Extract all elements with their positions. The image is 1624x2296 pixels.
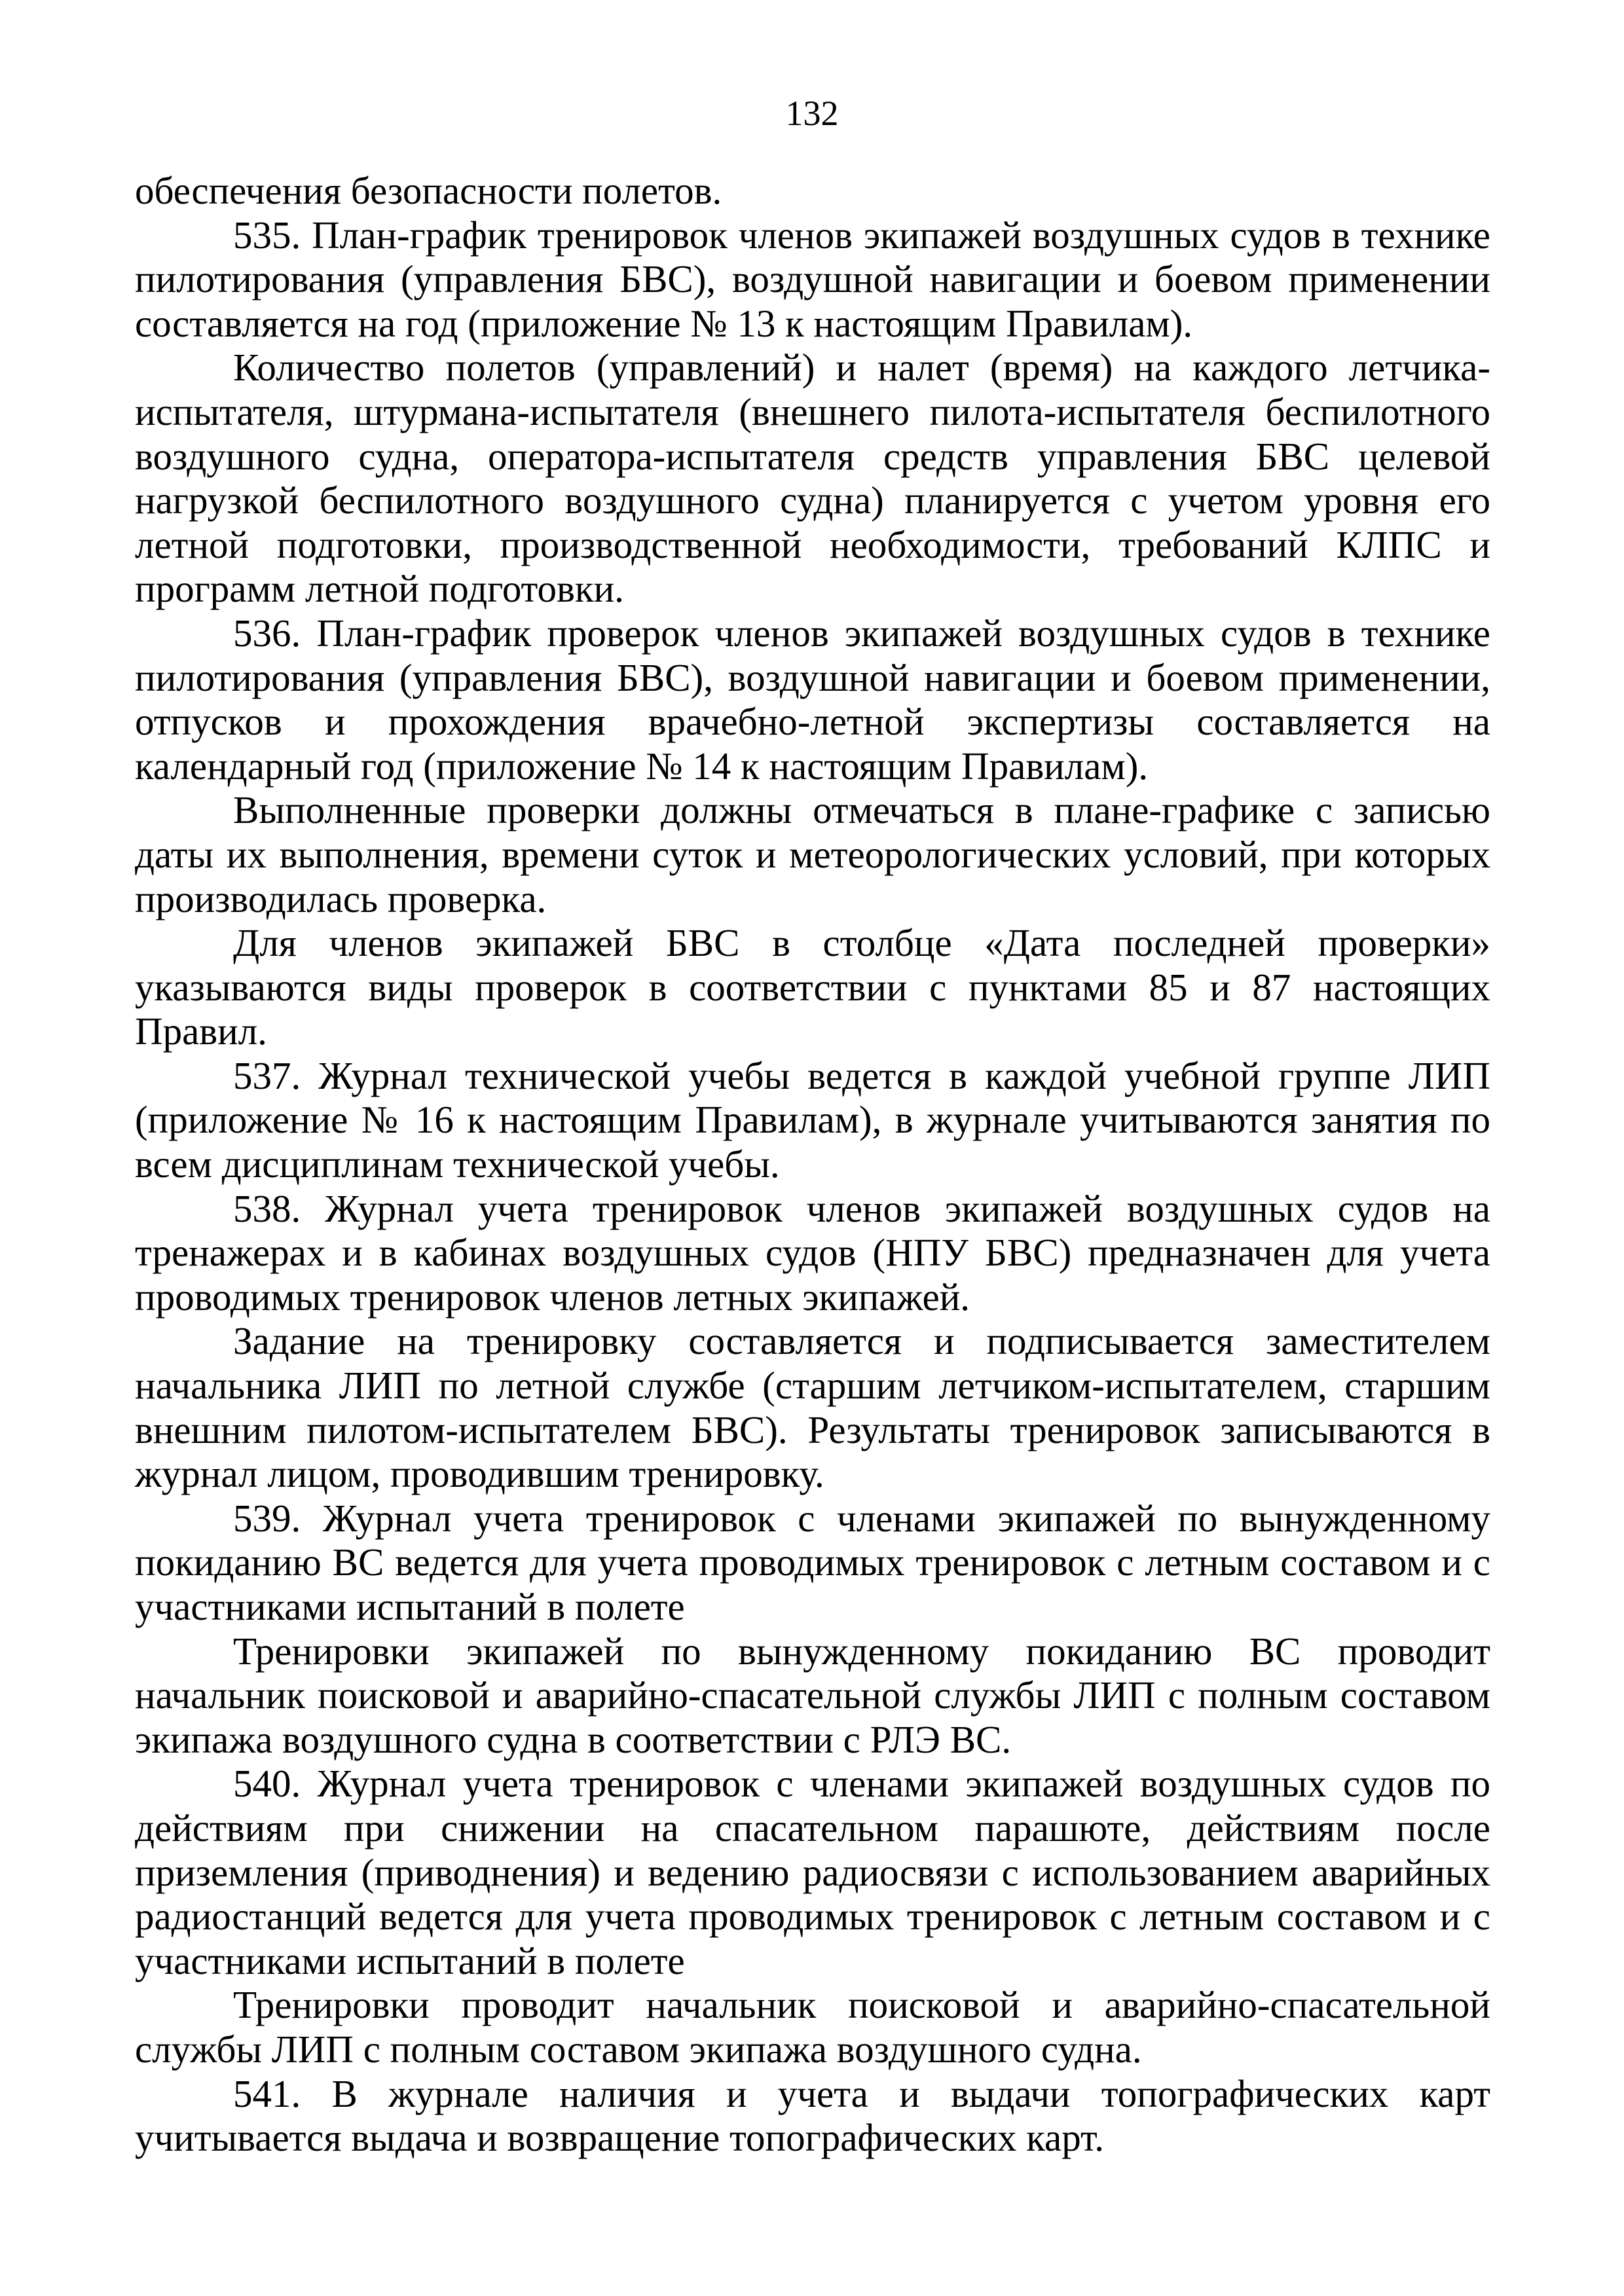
- page-number: 132: [785, 94, 839, 133]
- paragraph: Задание на тренировку составляется и подписывается заместителем начальника ЛИП по летной службе (старшим летчиком-испытателем, старшим внешним пилотом-испытателем БВС). Результаты тренировок записываются в журнал лицом, проводившим тренировку.: [135, 1319, 1490, 1496]
- paragraph: Выполненные проверки должны отмечаться в плане-графике с записью даты их выполнения, времени суток и метеорологических условий, при которых производилась проверка.: [135, 788, 1490, 920]
- paragraph: Тренировки экипажей по вынужденному покиданию ВС проводит начальник поисковой и аварийно-спасательной службы ЛИП с полным составом экипажа воздушного судна в соответствии с РЛЭ ВС.: [135, 1629, 1490, 1761]
- paragraph: Для членов экипажей БВС в столбце «Дата последней проверки» указываются виды проверок в соответствии с пунктами 85 и 87 настоящих Правил.: [135, 921, 1490, 1053]
- paragraph: обеспечения безопасности полетов.: [135, 169, 722, 212]
- paragraph: 536. План-график проверок членов экипажей воздушных судов в технике пилотирования (управления БВС), воздушной навигации и боевом применении, отпусков и прохождения врачебно-летной экспертизы составляется на календарный год (приложение № 14 к настоящим Правилам).: [135, 611, 1490, 788]
- paragraph: 540. Журнал учета тренировок с членами экипажей воздушных судов по действиям при снижении на спасательном парашюте, действиям после приземления (приводнения) и ведению радиосвязи с использованием аварийных радиостанций ведется для учета проводимых тренировок с летным составом и с участниками испытаний в полете: [135, 1762, 1490, 1982]
- paragraph: 538. Журнал учета тренировок членов экипажей воздушных судов на тренажерах и в кабинах воздушных судов (НПУ БВС) предназначен для учета проводимых тренировок членов летных экипажей.: [135, 1186, 1490, 1319]
- paragraph: Количество полетов (управлений) и налет (время) на каждого летчика-испытателя, штурмана-испытателя (внешнего пилота-испытателя беспилотного воздушного судна, оператора-испытателя средств управления БВС целевой нагрузкой беспилотного воздушного судна) планируется с учетом уровня его летной подготовки, производственной необходимости, требований КЛПС и программ летной подготовки.: [135, 346, 1490, 611]
- body-text: [135, 169, 1490, 2160]
- paragraph: 535. План-график тренировок членов экипажей воздушных судов в технике пилотирования (управления БВС), воздушной навигации и боевом применении составляется на год (приложение № 13 к настоящим Правилам).: [135, 213, 1490, 345]
- paragraph: 537. Журнал технической учебы ведется в каждой учебной группе ЛИП (приложение № 16 к настоящим Правилам), в журнале учитываются занятия по всем дисциплинам технической учебы.: [135, 1053, 1490, 1186]
- paragraph: 539. Журнал учета тренировок с членами экипажей по вынужденному покиданию ВС ведется для учета проводимых тренировок с летным составом и с участниками испытаний в полете: [135, 1496, 1490, 1628]
- paragraph: Тренировки проводит начальник поисковой и аварийно-спасательной службы ЛИП с полным составом экипажа воздушного судна.: [135, 1983, 1490, 2071]
- paragraph: 541. В журнале наличия и учета и выдачи топографических карт учитывается выдача и возвращение топографических карт.: [135, 2071, 1490, 2160]
